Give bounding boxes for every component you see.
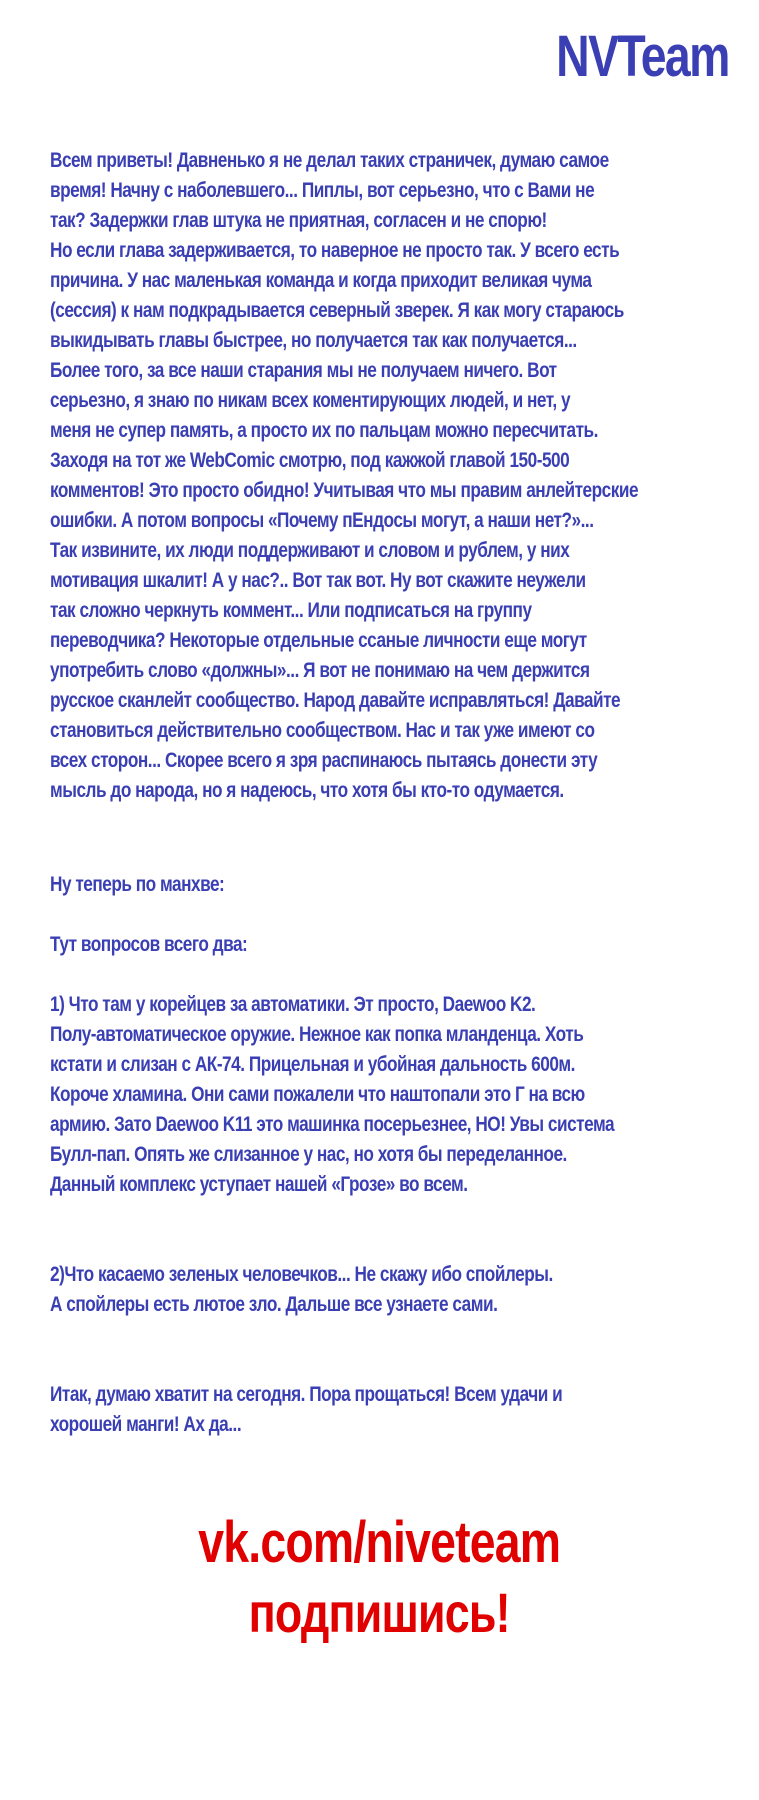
text-line: Булл-пап. Опять же слизанное у нас, но хотя бы переделанное. (50, 1143, 567, 1166)
text-line: Но если глава задерживается, то наверное не просто так. У всего есть (50, 239, 620, 262)
text-line: становиться действительно сообществом. Нас и так уже имеют со (50, 719, 595, 742)
text-line: комментов! Это просто обидно! Учитывая что мы правим анлейтерские (50, 479, 639, 502)
text-line: Полу-автоматическое оружие. Нежное как попка мланденца. Хоть (50, 1023, 584, 1046)
text-line: мотивация шкалит! А у нас?.. Вот так вот. Ну вот скажите неужели (50, 569, 586, 592)
text-line: А спойлеры есть лютое зло. Дальше все узнаете сами. (50, 1293, 498, 1316)
group-link-text: vk.com/niveteam (198, 1510, 561, 1575)
text-line: Итак, думаю хватит на сегодня. Пора прощаться! Всем удачи и (50, 1383, 563, 1406)
text-line: Так извините, их люди поддерживают и словом и рублем, у них (50, 539, 570, 562)
subscribe-text: подпишись! (248, 1581, 511, 1644)
text-line: Короче хламина. Они сами пожалели что наштопали это Г на всю (50, 1083, 585, 1106)
text-line: серьезно, я знаю по никам всех коментирующих людей, и нет, у (50, 389, 571, 412)
team-logo: NVTeam (556, 24, 729, 89)
subscribe-callout (0, 1578, 759, 1648)
closing-paragraph (50, 1380, 710, 1440)
group-link[interactable] (0, 1508, 759, 1578)
text-line: Более того, за все наши старания мы не получаем ничего. Вот (50, 359, 557, 382)
text-line: меня не супер память, а просто их по пальцам можно пересчитать. (50, 419, 598, 442)
text-line: Заходя на тот же WebComic смотрю, под кажжой главой 150-500 (50, 449, 570, 472)
text-line: причина. У нас маленькая команда и когда приходит великая чума (50, 269, 592, 292)
text-line: время! Начну с наболевшего... Пиплы, вот серьезно, что с Вами не (50, 179, 595, 202)
text-line: 1) Что там у корейцев за автоматики. Эт просто, Daewoo K2. (50, 993, 536, 1016)
text-line: 2)Что касаемо зеленых человечков... Не скажу ибо спойлеры. (50, 1263, 553, 1286)
text-line: выкидывать главы быстрее, но получается так как получается... (50, 329, 577, 352)
manhwa-heading (50, 870, 710, 900)
text-line: всех сторон... Скорее всего я зря распинаюсь пытаясь донести эту (50, 749, 598, 772)
text-line: ошибки. А потом вопросы «Почему пЕндосы могут, а наши нет?»... (50, 509, 594, 532)
text-line: переводчика? Некоторые отдельные ссаные личности еще могут (50, 629, 587, 652)
text-line: хорошей манги! Ах да... (50, 1413, 242, 1436)
text-line: Всем приветы! Давненько я не делал таких страничек, думаю самое (50, 149, 609, 172)
answer-one-paragraph (50, 990, 710, 1200)
text-line: (сессия) к нам подкрадывается северный зверек. Я как могу стараюсь (50, 299, 624, 322)
text-line: русское сканлейт сообщество. Народ давайте исправляться! Давайте (50, 689, 621, 712)
text-line: так сложно черкнуть коммент... Или подписаться на группу (50, 599, 532, 622)
text-line: армию. Зато Daewoo K11 это машинка посерьезнее, НО! Увы система (50, 1113, 615, 1136)
answer-two-paragraph (50, 1260, 710, 1320)
text-line: мысль до народа, но я надеюсь, что хотя бы кто-то одумается. (50, 779, 564, 802)
text-line: Тут вопросов всего два: (50, 933, 248, 956)
questions-heading (50, 930, 710, 960)
text-line: так? Задержки глав штука не приятная, согласен и не спорю! (50, 209, 547, 232)
intro-paragraph (50, 146, 710, 806)
text-line: употребить слово «должны»... Я вот не понимаю на чем держится (50, 659, 590, 682)
text-line: Данный комплекс уступает нашей «Грозе» во всем. (50, 1173, 468, 1196)
text-line: Ну теперь по манхве: (50, 873, 225, 896)
text-line: кстати и слизан с АК-74. Прицельная и убойная дальность 600м. (50, 1053, 575, 1076)
